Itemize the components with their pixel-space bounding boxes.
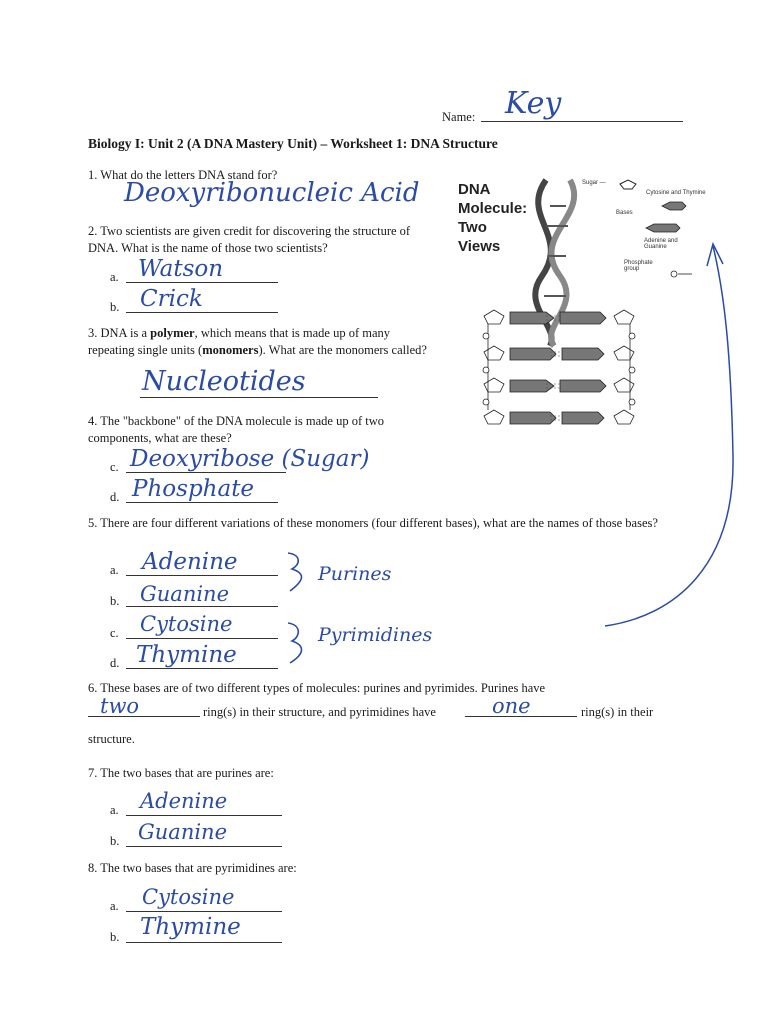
question-6-line4: structure. bbox=[88, 732, 135, 746]
brace-marks bbox=[282, 545, 322, 670]
q2-b-label: b. bbox=[110, 300, 120, 314]
dna-diagram bbox=[450, 176, 710, 438]
q4-d-line bbox=[126, 502, 278, 503]
q4-c-line bbox=[126, 472, 286, 473]
label-cytosine-thymine: Cytosine and Thymine bbox=[646, 190, 706, 196]
q7-a-line bbox=[126, 815, 282, 816]
q4-d-answer: Phosphate bbox=[132, 476, 255, 502]
figure-heading-3: Two bbox=[458, 219, 487, 236]
q7-a-label: a. bbox=[110, 803, 119, 817]
purines-label: Purines bbox=[318, 563, 392, 585]
q4-c-answer: Deoxyribose (Sugar) bbox=[130, 446, 370, 472]
q8-a-line bbox=[126, 911, 282, 912]
worksheet-title: Biology I: Unit 2 (A DNA Mastery Unit) – Worksheet 1: DNA Structure bbox=[88, 136, 498, 151]
q2-b-answer: Crick bbox=[140, 286, 203, 312]
figure-heading-4: Views bbox=[458, 238, 501, 255]
q8-a-answer: Cytosine bbox=[142, 885, 235, 909]
q5-d-answer: Thymine bbox=[136, 642, 237, 668]
q7-b-label: b. bbox=[110, 834, 120, 848]
q3-text-pre: 3. DNA is a bbox=[88, 326, 151, 340]
name-answer: Key bbox=[505, 86, 562, 121]
question-1: 1. What do the letters DNA stand for? bbox=[88, 168, 278, 182]
figure-heading-2: Molecule: bbox=[458, 200, 528, 217]
q5-c-line bbox=[126, 638, 278, 639]
q5-b-line bbox=[126, 606, 278, 607]
q5-c-answer: Cytosine bbox=[140, 612, 233, 636]
q3-line bbox=[140, 397, 378, 398]
label-sugar: Sugar — bbox=[582, 180, 606, 186]
q5-a-answer: Adenine bbox=[142, 549, 238, 575]
question-4: 4. The "backbone" of the DNA molecule is made up of two components, what are these? bbox=[88, 414, 385, 445]
question-3 bbox=[88, 325, 438, 359]
label-phosphate: Phosphate group bbox=[624, 260, 653, 272]
q8-a-label: a. bbox=[110, 899, 119, 913]
q6-answer2: one bbox=[492, 694, 531, 718]
q2-a-line bbox=[126, 282, 278, 283]
q2-a-label: a. bbox=[110, 270, 119, 284]
question-2: 2. Two scientists are given credit for discovering the structure of DNA. What is the name of those two scientists? bbox=[88, 224, 411, 255]
q8-b-line bbox=[126, 942, 282, 943]
question-6-line2: ring(s) in their structure, and pyrimidines have bbox=[203, 705, 436, 719]
q6-answer1: two bbox=[100, 694, 140, 718]
q5-c-label: c. bbox=[110, 626, 119, 640]
q5-b-answer: Guanine bbox=[140, 582, 230, 606]
question-6-line3: ring(s) in their bbox=[581, 705, 654, 719]
answer-1: Deoxyribonucleic Acid bbox=[124, 178, 420, 208]
question-6-line1: 6. These bases are of two different types of molecules: purines and pyrimides. Purines have bbox=[88, 681, 546, 695]
q3-text-post: ). What are the monomers called? bbox=[258, 343, 427, 357]
name-line bbox=[481, 121, 683, 122]
q2-a-answer: Watson bbox=[138, 256, 224, 282]
q5-d-label: d. bbox=[110, 656, 120, 670]
answer-3: Nucleotides bbox=[142, 366, 306, 397]
label-adenine-guanine: Adenine and Guanine bbox=[644, 238, 678, 250]
q7-b-line bbox=[126, 846, 282, 847]
name-label: Name: bbox=[442, 110, 476, 124]
q5-d-line bbox=[126, 668, 278, 669]
question-7: 7. The two bases that are purines are: bbox=[88, 766, 274, 780]
q8-b-answer: Thymine bbox=[140, 914, 241, 940]
q5-a-label: a. bbox=[110, 563, 119, 577]
q3-text-mid: , which means that is made up of many repeating single units ( bbox=[88, 326, 391, 357]
q2-b-line bbox=[126, 312, 278, 313]
label-bases: Bases bbox=[616, 210, 633, 216]
q7-b-answer: Guanine bbox=[138, 820, 228, 844]
figure-heading-1: DNA bbox=[458, 181, 491, 198]
pyrimidines-label: Pyrimidines bbox=[318, 624, 433, 646]
q5-b-label: b. bbox=[110, 594, 120, 608]
q3-bold-polymer: polymer bbox=[150, 326, 195, 340]
q7-a-answer: Adenine bbox=[140, 789, 228, 813]
question-5: 5. There are four different variations of these monomers (four different bases), what are the names of those bases? bbox=[88, 516, 658, 530]
q4-d-label: d. bbox=[110, 490, 120, 504]
q5-a-line bbox=[126, 575, 278, 576]
q8-b-label: b. bbox=[110, 930, 120, 944]
q4-c-label: c. bbox=[110, 460, 119, 474]
dna-figure bbox=[450, 176, 710, 438]
q3-bold-monomers: monomers bbox=[202, 343, 259, 357]
question-8: 8. The two bases that are pyrimidines are: bbox=[88, 861, 297, 875]
